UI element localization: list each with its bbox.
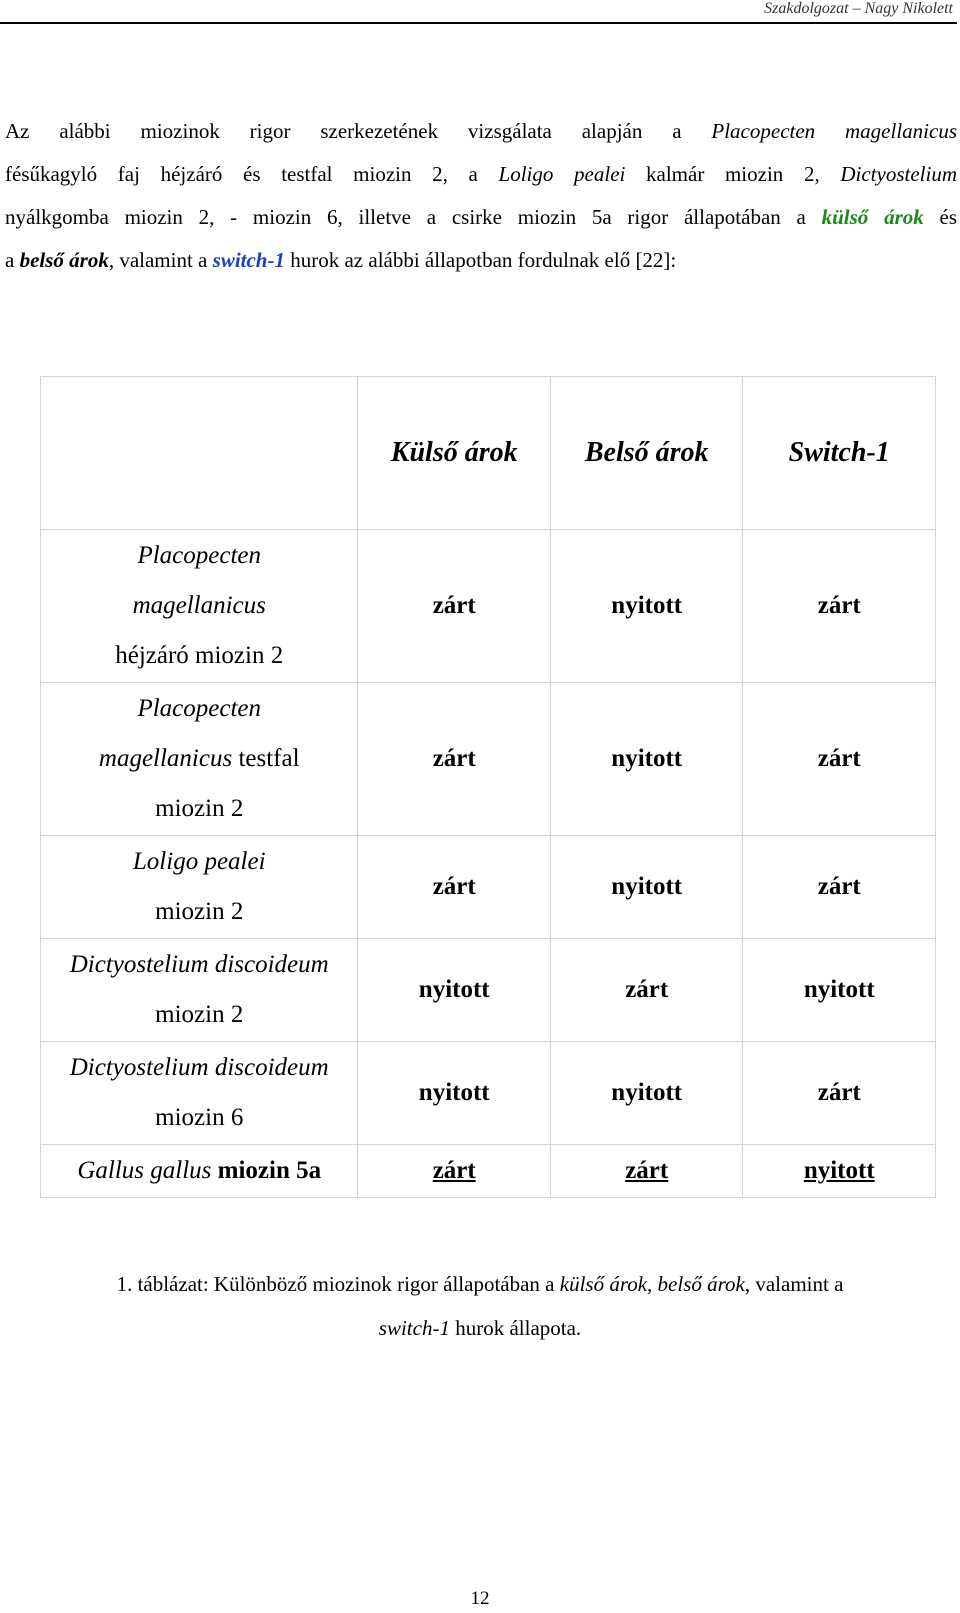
inner-groove-term: belső árok (19, 248, 109, 272)
row-name-cell (41, 530, 358, 683)
species-name: Loligo pealei (132, 848, 266, 875)
header-title: Szakdolgozat – Nagy Nikolett (764, 0, 953, 17)
value-cell: zárt (358, 836, 551, 939)
value-cell: zárt (550, 939, 743, 1042)
myosin-name: miozin 5a (211, 1157, 322, 1184)
table-row (41, 683, 936, 836)
value-cell: zárt (743, 836, 936, 939)
table-row (41, 530, 936, 683)
myosin-state-table (40, 376, 936, 1198)
value-cell: nyitott (550, 1042, 743, 1145)
table-header-row (41, 377, 936, 530)
text-span: , valamint a (108, 248, 213, 272)
outer-groove-term: külső árok (821, 205, 924, 229)
header-outer-groove: Külső árok (358, 377, 551, 530)
species-name: magellanicus (132, 592, 266, 619)
caption-text: hurok állapota. (449, 1316, 582, 1340)
page-number: 12 (470, 1588, 490, 1609)
text-span: és (923, 205, 958, 229)
tissue-name: testfal (232, 745, 300, 772)
value-cell: zárt (743, 1042, 936, 1145)
value-cell: zárt (358, 530, 551, 683)
value-cell: nyitott (358, 1042, 551, 1145)
value-cell: zárt (743, 530, 936, 683)
species-name: Gallus gallus (77, 1157, 212, 1184)
paragraph-line-3 (5, 196, 957, 239)
value-cell: nyitott (550, 530, 743, 683)
caption-text: 1. táblázat: Különböző miozinok rigor állapotában a (116, 1272, 560, 1296)
row-name-cell (41, 683, 358, 836)
value-cell: nyitott (550, 683, 743, 836)
text-span: kalmár miozin 2, (625, 162, 841, 186)
text-span: a (5, 248, 20, 272)
myosin-name: miozin 2 (155, 1001, 244, 1028)
table-row (41, 1145, 936, 1198)
species-name: Loligo pealei (498, 162, 626, 186)
value-cell: zárt (358, 1145, 551, 1198)
species-name: Dictyostelium discoideum (69, 1054, 329, 1081)
myosin-name: miozin 6 (155, 1104, 244, 1131)
table-row (41, 1042, 936, 1145)
caption-terms: külső árok, belső árok (559, 1272, 745, 1296)
row-name-cell (41, 939, 358, 1042)
page-header (0, 0, 957, 24)
paragraph-line-1 (5, 110, 957, 153)
paragraph-line-4 (5, 239, 957, 282)
species-name: Placopecten magellanicus (711, 119, 958, 143)
table-row (41, 836, 936, 939)
species-name: Dictyostelium discoideum (69, 951, 329, 978)
text-span: Az alábbi miozinok rigor szerkezetének vizsgálata alapján a (5, 119, 712, 143)
species-name: magellanicus (98, 745, 233, 772)
table-row (41, 939, 936, 1042)
header-switch1: Switch-1 (743, 377, 936, 530)
species-name: Dictyostelium (840, 162, 957, 186)
value-cell: nyitott (550, 836, 743, 939)
header-inner-groove: Belső árok (550, 377, 743, 530)
value-cell: zárt (550, 1145, 743, 1198)
text-span: hurok az alábbi állapotban fordulnak elő [22]: (284, 248, 677, 272)
table-caption (40, 1262, 920, 1350)
caption-terms: switch-1 (378, 1316, 450, 1340)
paragraph-line-2 (5, 153, 957, 196)
caption-text: , valamint a (744, 1272, 844, 1296)
row-name-cell (41, 1042, 358, 1145)
value-cell: zárt (358, 683, 551, 836)
species-name: Placopecten (137, 542, 262, 569)
switch1-term: switch-1 (212, 248, 285, 272)
species-name: Placopecten (137, 695, 262, 722)
row-name-cell (41, 836, 358, 939)
value-cell: nyitott (743, 1145, 936, 1198)
value-cell: nyitott (358, 939, 551, 1042)
intro-paragraph (5, 110, 957, 282)
myosin-name: miozin 2 (155, 898, 244, 925)
value-cell: zárt (743, 683, 936, 836)
myosin-name: miozin 2 (155, 795, 244, 822)
value-cell: nyitott (743, 939, 936, 1042)
header-empty-cell (41, 377, 358, 530)
myosin-name: héjzáró miozin 2 (115, 642, 284, 669)
text-span: fésűkagyló faj héjzáró és testfal miozin 2, a (5, 162, 499, 186)
text-span: nyálkgomba miozin 2, - miozin 6, illetve a csirke miozin 5a rigor állapotában a (5, 205, 822, 229)
row-name-cell (41, 1145, 358, 1198)
